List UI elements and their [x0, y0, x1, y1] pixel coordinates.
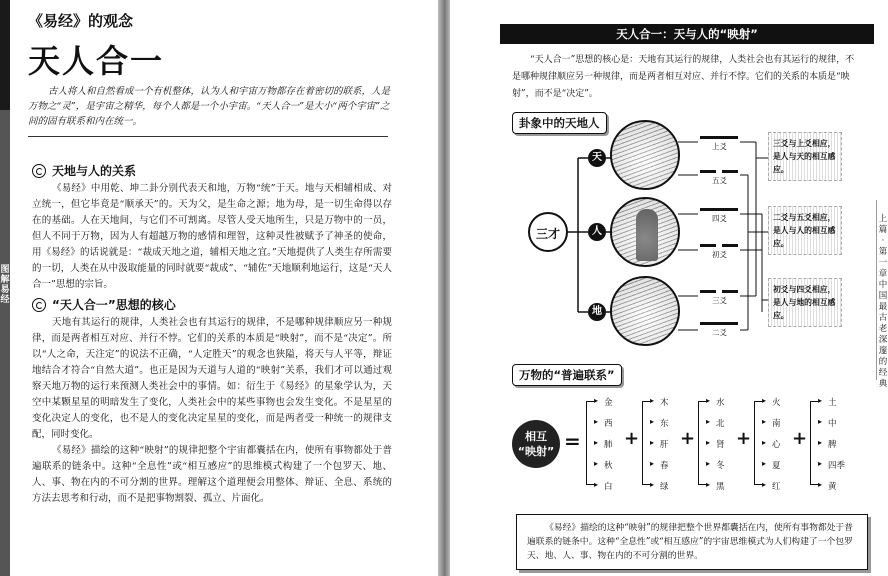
paragraph: “天人合一”思想的核心是：天地有其运行的规律，人类社会也有其运行的规律，不是哪种规律顺应另一种规律，而是两者相互对应、并行不悖。它们的关系的本质是“映射”，而不是“决定”。 — [512, 55, 855, 99]
column-bracket — [698, 401, 706, 485]
arrow-icon: ▸ — [762, 396, 767, 405]
side-char: 图 — [0, 265, 10, 275]
side-char: 深 — [878, 335, 888, 345]
yao-label: 上爻 — [712, 142, 727, 151]
sky-illustration — [610, 120, 680, 190]
paragraph: 《易经》中用乾、坤二卦分别代表天和地，万物“统”于天。地与天相辅相成、对立统一，但它毕竟是“顺承天”的。天为父，是生命之源；地为母，是一切生命得以存在的基础。人在天地间，与它们不可割离。尽管人受天地所生，只是万物中的一员，但人不同于万物，因为人有超越万物的感情和理智，这种灵性被赋予了神圣的使命，用《易经》的话说就是：“裁成天地之道，辅相天地之宜。”天地提供了人类生存所需要的一切，人类在从中汲取能量的同时就要“裁成”、“辅佐”天地顺利地运行，这是“天人合一”思想的宗旨。 — [32, 183, 392, 290]
equals-sign: = — [564, 429, 581, 453]
arrow-icon: ▸ — [650, 459, 655, 468]
column-bracket — [810, 401, 818, 485]
paragraph: 天地有其运行的规律，人类社会也有其运行的规律，不是哪种规律顺应另一种规律，而是两者相互对应、并行不悖。它们的关系的本质是“映射”，而不是“决定”。所以“人之命，天注定”的说法不正确，“人定胜天”的观念也狭隘，将天与人平等，辩证地结合才符合“自然大道”。也正是因为天道与人道的“映射”关系，我们才可以通过观察天地万物的运行来预测人类社会中的事情。如：衍生于《易经》的星象学认为，天空中某颗星星的明暗发生了变化，人类社会中的某些事物也会发生变化。不是星星的变化决定人的变化，也不是人的变化决定星星的变化，而是两者受一种统一的规律支配，同时变化。 — [32, 317, 392, 440]
element-cell: 红 — [772, 482, 781, 492]
arrow-icon: ▸ — [818, 417, 823, 426]
note-er-wu: 二爻与五爻相应，是人与人的相互感应。 — [768, 206, 842, 255]
arrow-icon: ▸ — [706, 417, 711, 426]
arrow-icon: ▸ — [818, 459, 823, 468]
element-cell: 绿 — [660, 482, 669, 492]
side-char: 解 — [0, 275, 10, 285]
side-char: 章 — [878, 269, 888, 279]
series-title: 《易经》的观念 — [28, 12, 134, 30]
column-bracket — [586, 401, 594, 485]
bottom-note-box — [516, 514, 868, 570]
diagram-2-title: 万物的“普遍联系” — [512, 364, 622, 386]
arrow-icon: ▸ — [594, 459, 599, 468]
side-char: 最 — [878, 302, 888, 312]
element-cell: 肺 — [604, 440, 613, 450]
element-cell: 西 — [604, 419, 613, 429]
section-2-body — [32, 315, 392, 507]
element-cell: 春 — [660, 461, 669, 471]
divider — [28, 136, 388, 137]
mapping-line-2: “映射” — [517, 445, 555, 458]
arrow-icon: ▸ — [762, 417, 767, 426]
note-chu-si: 初爻与四爻相应，是人与地的相互感应。 — [768, 278, 842, 327]
side-char: 上 — [878, 214, 888, 224]
mutual-mapping-node — [512, 420, 560, 468]
section-heading-1 — [32, 162, 136, 179]
element-cell: 夏 — [772, 461, 781, 471]
book-gutter — [438, 0, 450, 576]
page-title: 天人合一 — [28, 42, 165, 80]
arrow-icon: ▸ — [818, 480, 823, 489]
arrow-icon: ▸ — [818, 438, 823, 447]
arrow-icon: ▸ — [706, 438, 711, 447]
element-cell: 脾 — [828, 440, 837, 450]
element-cell: 秋 — [604, 461, 613, 471]
element-cell: 中 — [828, 419, 837, 429]
diagram-1-title: 卦象中的天地人 — [512, 112, 607, 134]
spiral-icon — [32, 164, 46, 178]
chapter-side-label — [878, 214, 888, 390]
element-cell: 金 — [604, 398, 613, 408]
plus-sign: + — [624, 428, 640, 449]
element-cell: 冬 — [716, 461, 725, 471]
arrow-icon: ▸ — [706, 396, 711, 405]
yao-line-shang — [700, 136, 738, 139]
element-cell: 东 — [660, 419, 669, 429]
yao-label: 五爻 — [712, 176, 727, 185]
plus-sign: + — [792, 428, 808, 449]
element-cell: 土 — [828, 398, 837, 408]
side-char: 典 — [878, 379, 888, 389]
element-cell: 火 — [772, 398, 781, 408]
sancai-node: 三才 — [528, 212, 568, 252]
yao-label: 三爻 — [712, 296, 727, 305]
sage-figure — [636, 209, 658, 261]
node-ren: 人 — [588, 223, 606, 241]
element-cell: 白 — [604, 482, 613, 492]
right-page-header: 天人合一：天与人的“映射” — [500, 24, 874, 44]
paragraph: 《易经》描绘的这种“映射”的规律把整个世界都囊括在内，使所有事物都处于普遍联系的链条中。这种“全息性”或“相互感应”的宇宙思维模式为人们构建了一个包罗天、地、人、事、物在内的不可分割的世界。 — [527, 523, 854, 561]
yao-line-si — [700, 208, 738, 211]
arrow-icon: ▸ — [650, 480, 655, 489]
spiral-icon — [32, 298, 46, 312]
arrow-icon: ▸ — [650, 417, 655, 426]
element-cell: 木 — [660, 398, 669, 408]
side-char: 的 — [878, 357, 888, 367]
element-cell: 肾 — [716, 440, 725, 450]
right-page — [450, 0, 888, 576]
element-cell: 心 — [772, 440, 781, 450]
node-tian: 天 — [588, 149, 606, 167]
section-heading-text: “天人合一”思想的核心 — [52, 298, 176, 312]
arrow-icon: ▸ — [762, 459, 767, 468]
arrow-icon: ▸ — [706, 459, 711, 468]
side-char: · — [881, 236, 885, 246]
section-heading-text: 天地与人的关系 — [52, 164, 137, 178]
side-char: 一 — [878, 258, 888, 268]
column-bracket — [642, 401, 650, 485]
element-cell: 四季 — [828, 461, 846, 471]
section-heading-2 — [32, 296, 176, 313]
side-char: 经 — [878, 368, 888, 378]
plus-sign: + — [680, 428, 696, 449]
side-char: 国 — [878, 291, 888, 301]
arrow-icon: ▸ — [818, 396, 823, 405]
section-1-body — [32, 181, 392, 293]
side-char: 易 — [0, 285, 10, 295]
intro-paragraph: 古人将人和自然看成一个有机整体，认为人和宇宙万物都存在着密切的联系，人是万物之“灵”，是宇宙之精华，每个人都是一个小宇宙。“天人合一”是大小“两个宇宙”之间的固有联系和内在统一。 — [28, 86, 391, 127]
yao-label: 四爻 — [712, 214, 727, 223]
left-page — [0, 0, 438, 576]
yao-label: 初爻 — [712, 250, 727, 259]
side-label-tujie-yijing — [0, 265, 10, 305]
yao-line-san — [700, 290, 738, 293]
paragraph: 《易经》描绘的这种“映射”的规律把整个宇宙都囊括在内，使所有事物都处于普遍联系的链条中。这种“全息性”或“相互感应”的思维模式构建了一个包罗天、地、人、事、物在内的不可分割的世界。理解这个道理便会用整体、辩证、全息、系统的方法去思考和行动，而不是把事物割裂、孤立、片面化。 — [32, 445, 392, 504]
side-char: 古 — [878, 313, 888, 323]
arrow-icon: ▸ — [594, 417, 599, 426]
arrow-icon: ▸ — [650, 438, 655, 447]
note-san-shang: 三爻与上爻相应，是人与天的相互感应。 — [768, 132, 842, 181]
plus-sign: + — [736, 428, 752, 449]
side-char: 经 — [0, 295, 10, 305]
arrow-icon: ▸ — [650, 396, 655, 405]
side-char: 邃 — [878, 346, 888, 356]
side-char: 老 — [878, 324, 888, 334]
element-cell: 黄 — [828, 482, 837, 492]
waves-illustration — [610, 276, 680, 346]
sage-illustration — [610, 197, 680, 267]
side-char: 篇 — [878, 225, 888, 235]
side-char: 中 — [878, 280, 888, 290]
left-margin-bar-dark — [0, 0, 10, 110]
element-cell: 黑 — [716, 482, 725, 492]
yao-line-wu — [700, 170, 738, 173]
yao-line-er — [700, 322, 738, 325]
element-cell: 北 — [716, 419, 725, 429]
yao-label: 二爻 — [712, 328, 727, 337]
side-char: 第 — [878, 247, 888, 257]
arrow-icon: ▸ — [706, 480, 711, 489]
arrow-icon: ▸ — [594, 396, 599, 405]
element-cell: 南 — [772, 419, 781, 429]
element-cell: 肝 — [660, 440, 669, 450]
column-bracket — [754, 401, 762, 485]
arrow-icon: ▸ — [594, 480, 599, 489]
element-cell: 水 — [716, 398, 725, 408]
arrow-icon: ▸ — [594, 438, 599, 447]
mapping-line-1: 相互 — [525, 430, 547, 443]
node-di: 地 — [588, 303, 606, 321]
arrow-icon: ▸ — [762, 480, 767, 489]
yao-line-chu — [700, 244, 738, 247]
arrow-icon: ▸ — [762, 438, 767, 447]
